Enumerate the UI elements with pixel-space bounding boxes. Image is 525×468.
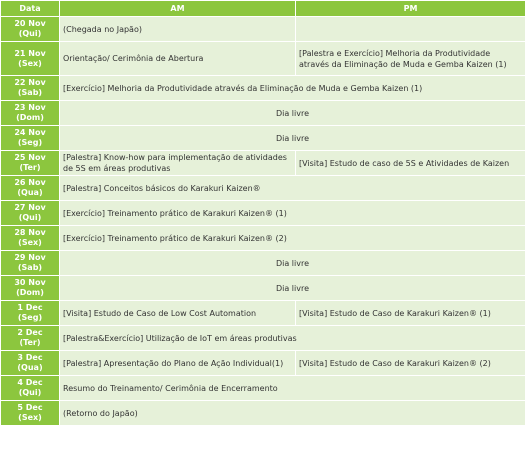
header-row (1, 1, 525, 17)
full-day-cell: [Exercício] Treinamento prático de Karakuri Kaizen® (1) (60, 201, 525, 226)
date-cell (1, 301, 60, 326)
header-pm: PM (296, 1, 525, 17)
date-weekday: (Qui) (18, 388, 42, 397)
date-weekday: (Sab) (17, 263, 43, 272)
date-weekday: (Ter) (19, 163, 41, 172)
date-weekday: (Qui) (18, 213, 42, 222)
table-row (1, 226, 525, 251)
date-cell (1, 176, 60, 201)
date-cell (1, 101, 60, 126)
date-day: 20 Nov (14, 19, 46, 28)
am-cell: [Palestra] Know-how para implementação de atividades de 5S em áreas produtivas (60, 151, 296, 176)
full-day-cell: [Palestra] Conceitos básicos do Karakuri Kaizen® (60, 176, 525, 201)
date-weekday: (Sab) (17, 88, 43, 97)
date-day: 28 Nov (14, 228, 46, 237)
date-weekday: (Dom) (16, 113, 44, 122)
table-row (1, 42, 525, 76)
date-cell (1, 251, 60, 276)
am-cell: [Palestra] Apresentação do Plano de Ação Individual(1) (60, 351, 296, 376)
date-weekday: (Ter) (19, 338, 41, 347)
am-cell: Orientação/ Cerimônia de Abertura (60, 42, 296, 76)
date-day: 3 Dec (17, 353, 43, 362)
date-weekday: (Qua) (17, 363, 43, 372)
date-cell (1, 376, 60, 401)
date-cell (1, 126, 60, 151)
date-day: 25 Nov (14, 153, 46, 162)
date-day: 2 Dec (17, 328, 43, 337)
table-row (1, 326, 525, 351)
date-day: 27 Nov (14, 203, 46, 212)
table-row (1, 76, 525, 101)
date-cell (1, 401, 60, 426)
date-day: 4 Dec (17, 378, 43, 387)
full-day-cell: [Exercício] Melhoria da Produtividade através da Eliminação de Muda e Gemba Kaizen (1) (60, 76, 525, 101)
date-day: 24 Nov (14, 128, 46, 137)
date-cell (1, 42, 60, 76)
date-cell (1, 151, 60, 176)
date-cell (1, 226, 60, 251)
date-weekday: (Qui) (18, 29, 42, 38)
date-weekday: (Seg) (17, 138, 43, 147)
date-cell (1, 326, 60, 351)
free-day-cell: Dia livre (60, 101, 525, 126)
table-row (1, 126, 525, 151)
pm-cell: [Palestra e Exercício] Melhoria da Produtividade através da Eliminação de Muda e Gemba Kaizen (1) (296, 42, 525, 76)
full-day-cell: (Retorno do Japão) (60, 401, 525, 426)
free-day-cell: Dia livre (60, 276, 525, 301)
date-weekday: (Sex) (18, 238, 42, 247)
date-day: 5 Dec (17, 403, 43, 412)
date-cell (1, 201, 60, 226)
date-weekday: (Qua) (17, 188, 43, 197)
table-row (1, 151, 525, 176)
date-day: 21 Nov (14, 48, 46, 58)
am-cell: (Chegada no Japão) (60, 17, 296, 42)
date-weekday: (Sex) (18, 58, 42, 68)
pm-cell: [Visita] Estudo de caso de 5S e Atividades de Kaizen (296, 151, 525, 176)
header-am: AM (60, 1, 296, 17)
date-cell (1, 76, 60, 101)
header-date: Data (1, 1, 60, 17)
table-row (1, 201, 525, 226)
am-cell: [Visita] Estudo de Caso de Low Cost Automation (60, 301, 296, 326)
pm-cell (296, 17, 525, 42)
date-day: 23 Nov (14, 103, 46, 112)
table-row (1, 351, 525, 376)
date-day: 22 Nov (14, 78, 46, 87)
table-row (1, 276, 525, 301)
full-day-cell: Resumo do Treinamento/ Cerimônia de Encerramento (60, 376, 525, 401)
table-row (1, 376, 525, 401)
date-cell (1, 276, 60, 301)
full-day-cell: [Palestra&Exercício] Utilização de IoT em áreas produtivas (60, 326, 525, 351)
date-cell (1, 351, 60, 376)
pm-cell: [Visita] Estudo de Caso de Karakuri Kaizen® (2) (296, 351, 525, 376)
date-cell (1, 17, 60, 42)
free-day-cell: Dia livre (60, 126, 525, 151)
table-row (1, 401, 525, 426)
table-row (1, 251, 525, 276)
table-row (1, 101, 525, 126)
pm-cell: [Visita] Estudo de Caso de Karakuri Kaizen® (1) (296, 301, 525, 326)
table-row (1, 17, 525, 42)
date-day: 29 Nov (14, 253, 46, 262)
date-weekday: (Dom) (16, 288, 44, 297)
date-day: 30 Nov (14, 278, 46, 287)
date-day: 26 Nov (14, 178, 46, 187)
full-day-cell: [Exercício] Treinamento prático de Karakuri Kaizen® (2) (60, 226, 525, 251)
date-weekday: (Seg) (17, 313, 43, 322)
date-day: 1 Dec (17, 303, 43, 312)
date-weekday: (Sex) (18, 413, 42, 422)
free-day-cell: Dia livre (60, 251, 525, 276)
table-row (1, 301, 525, 326)
table-row (1, 176, 525, 201)
